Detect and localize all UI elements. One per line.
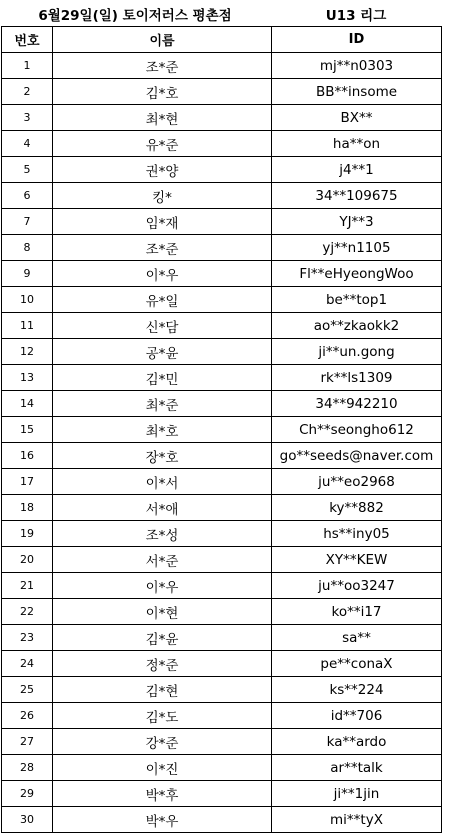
row-number: 6: [2, 183, 53, 209]
row-id: ji**un.gong: [272, 339, 442, 365]
row-name: 김*윤: [53, 625, 272, 651]
row-name: 이*우: [53, 261, 272, 287]
row-number: 2: [2, 79, 53, 105]
table-row: [2, 261, 442, 287]
row-name: 유*준: [53, 131, 272, 157]
row-number: 15: [2, 417, 53, 443]
table-row: [2, 781, 442, 807]
table-row: [2, 391, 442, 417]
row-name: 이*우: [53, 573, 272, 599]
row-number: 26: [2, 703, 53, 729]
row-id: rk**ls1309: [272, 365, 442, 391]
table-row: [2, 521, 442, 547]
row-number: 7: [2, 209, 53, 235]
row-id: yj**n1105: [272, 235, 442, 261]
row-name: 장*호: [53, 443, 272, 469]
row-number: 9: [2, 261, 53, 287]
row-id: sa**: [272, 625, 442, 651]
row-name: 박*후: [53, 781, 272, 807]
row-name: 서*준: [53, 547, 272, 573]
row-name: 김*호: [53, 79, 272, 105]
row-id: ar**talk: [272, 755, 442, 781]
row-id: id**706: [272, 703, 442, 729]
row-number: 30: [2, 807, 53, 833]
row-id: BB**insome: [272, 79, 442, 105]
row-id: ji**1jin: [272, 781, 442, 807]
row-number: 21: [2, 573, 53, 599]
row-name: 조*성: [53, 521, 272, 547]
row-number: 23: [2, 625, 53, 651]
table-row: [2, 209, 442, 235]
row-number: 5: [2, 157, 53, 183]
row-id: XY**KEW: [272, 547, 442, 573]
table-row: [2, 573, 442, 599]
row-name: 이*진: [53, 755, 272, 781]
row-id: Fl**eHyeongWoo: [272, 261, 442, 287]
table-row: [2, 417, 442, 443]
table-row: [2, 547, 442, 573]
table-row: [2, 235, 442, 261]
row-id: 34**942210: [272, 391, 442, 417]
row-number: 8: [2, 235, 53, 261]
row-number: 13: [2, 365, 53, 391]
sheet-header: [0, 0, 452, 26]
row-number: 27: [2, 729, 53, 755]
row-number: 29: [2, 781, 53, 807]
row-name: 김*민: [53, 365, 272, 391]
row-id: ju**oo3247: [272, 573, 442, 599]
row-name: 서*애: [53, 495, 272, 521]
table-row: [2, 625, 442, 651]
table-row: [2, 443, 442, 469]
row-number: 28: [2, 755, 53, 781]
table-row: [2, 703, 442, 729]
row-number: 3: [2, 105, 53, 131]
table-row: [2, 131, 442, 157]
table-row: [2, 287, 442, 313]
table-row: [2, 755, 442, 781]
table-header-row: [2, 27, 442, 53]
row-id: Ch**seongho612: [272, 417, 442, 443]
participant-table: [1, 26, 442, 833]
row-id: ko**i17: [272, 599, 442, 625]
row-name: 공*윤: [53, 339, 272, 365]
row-name: 최*호: [53, 417, 272, 443]
table-row: [2, 807, 442, 833]
row-name: 조*준: [53, 235, 272, 261]
row-id: ka**ardo: [272, 729, 442, 755]
column-header-name: 이름: [53, 27, 272, 53]
row-number: 20: [2, 547, 53, 573]
row-id: pe**conaX: [272, 651, 442, 677]
table-row: [2, 677, 442, 703]
row-number: 12: [2, 339, 53, 365]
table-row: [2, 599, 442, 625]
row-id: go**seeds@naver.com: [272, 443, 442, 469]
row-name: 강*준: [53, 729, 272, 755]
table-row: [2, 729, 442, 755]
row-number: 11: [2, 313, 53, 339]
row-id: j4**1: [272, 157, 442, 183]
row-id: be**top1: [272, 287, 442, 313]
row-id: 34**109675: [272, 183, 442, 209]
table-row: [2, 157, 442, 183]
row-name: 최*준: [53, 391, 272, 417]
row-id: mi**tyX: [272, 807, 442, 833]
row-name: 유*일: [53, 287, 272, 313]
table-row: [2, 105, 442, 131]
row-name: 신*담: [53, 313, 272, 339]
table-row: [2, 53, 442, 79]
row-name: 이*서: [53, 469, 272, 495]
row-number: 19: [2, 521, 53, 547]
table-row: [2, 495, 442, 521]
row-number: 17: [2, 469, 53, 495]
row-number: 1: [2, 53, 53, 79]
table-row: [2, 183, 442, 209]
row-id: ha**on: [272, 131, 442, 157]
column-header-number: 번호: [2, 27, 53, 53]
row-name: 권*양: [53, 157, 272, 183]
row-id: hs**iny05: [272, 521, 442, 547]
table-row: [2, 79, 442, 105]
row-id: BX**: [272, 105, 442, 131]
row-name: 이*현: [53, 599, 272, 625]
table-row: [2, 339, 442, 365]
row-name: 김*도: [53, 703, 272, 729]
row-name: 최*현: [53, 105, 272, 131]
league-title: U13 리그: [325, 8, 387, 24]
column-header-id: ID: [272, 27, 442, 53]
table-row: [2, 365, 442, 391]
row-number: 10: [2, 287, 53, 313]
row-number: 22: [2, 599, 53, 625]
table-row: [2, 313, 442, 339]
row-number: 25: [2, 677, 53, 703]
row-name: 정*준: [53, 651, 272, 677]
row-name: 박*우: [53, 807, 272, 833]
row-id: ao**zkaokk2: [272, 313, 442, 339]
table-row: [2, 651, 442, 677]
row-id: YJ**3: [272, 209, 442, 235]
table-row: [2, 469, 442, 495]
row-name: 임*재: [53, 209, 272, 235]
row-number: 14: [2, 391, 53, 417]
row-number: 4: [2, 131, 53, 157]
row-number: 16: [2, 443, 53, 469]
row-name: 조*준: [53, 53, 272, 79]
event-title: 6월29일(일) 토이저러스 평촌점: [38, 8, 232, 24]
row-number: 24: [2, 651, 53, 677]
row-id: mj**n0303: [272, 53, 442, 79]
row-name: 김*현: [53, 677, 272, 703]
row-number: 18: [2, 495, 53, 521]
row-name: 킹*: [53, 183, 272, 209]
row-id: ky**882: [272, 495, 442, 521]
row-id: ks**224: [272, 677, 442, 703]
row-id: ju**eo2968: [272, 469, 442, 495]
